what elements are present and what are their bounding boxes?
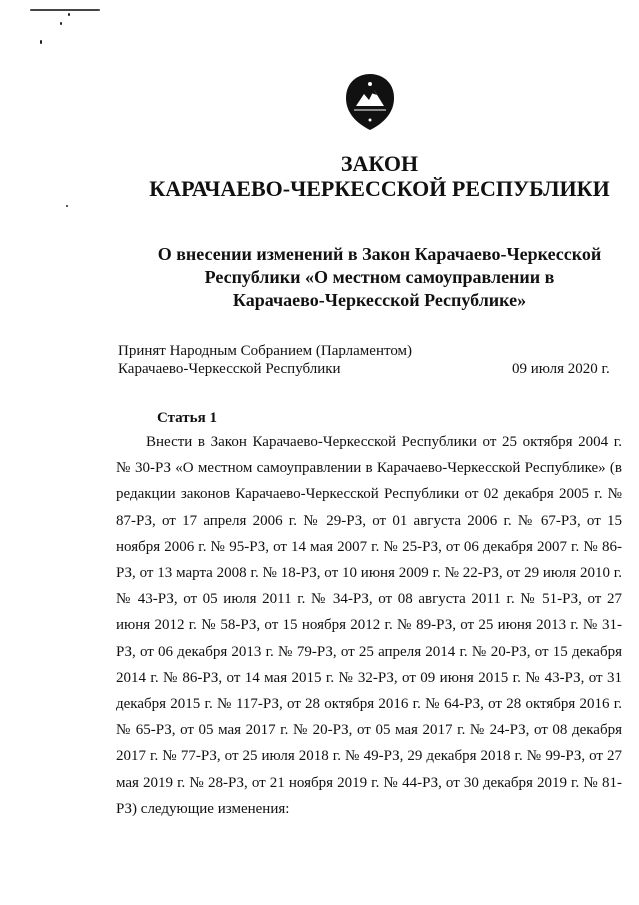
scan-artifact-dot (66, 205, 68, 207)
document-title-republic: КАРАЧАЕВО-ЧЕРКЕССКОЙ РЕСПУБЛИКИ (149, 176, 610, 201)
law-subject-line-1: О внесении изменений в Закон Карачаево-Черкесской (157, 244, 602, 264)
adoption-date: 09 июля 2020 г. (512, 361, 610, 377)
scan-artifact-dot (60, 22, 62, 25)
adoption-body-line-2: Карачаево-Черкесской Республики (118, 361, 341, 377)
article-heading: Статья 1 (157, 410, 217, 426)
coat-of-arms-emblem (342, 70, 398, 134)
article-body-text: Внести в Закон Карачаево-Черкесской Республики от 25 октября 2004 г. № 30-РЗ «О местном самоуправлении в Карачаево-Черкесской Республике» (в редакции законов Карачаево-Черкесской Республики от 02 декабря 2005 г. № 87-РЗ, от 17 апреля 2006 г. № 29-РЗ, от 01 августа 2006 г. № 67-РЗ, от 15 ноября 2006 г. № 95-РЗ, от 14 мая 2007 г. № 25-РЗ, от 06 декабря 2007 г. № 86-РЗ, от 13 марта 2008 г. № 18-РЗ, от 10 июня 2009 г. № 22-РЗ, от 29 июля 2010 г. № 43-РЗ, от 05 июля 2011 г. № 34-РЗ, от 08 августа 2011 г. № 51-РЗ, от 27 июня 2012 г. № 58-РЗ, от 15 ноября 2012 г. № 89-РЗ, от 25 июня 2013 г. № 31-РЗ, от 06 декабря 2013 г. № 79-РЗ, от 25 апреля 2014 г. № 20-РЗ, от 15 декабря 2014 г. № 86-РЗ, от 14 мая 2015 г. № 32-РЗ, от 09 июня 2015 г. № 43-РЗ, от 31 декабря 2015 г. № 117-РЗ, от 28 октября 2016 г. № 64-РЗ, от 28 октября 2016 г. № 65-РЗ, от 05 мая 2017 г. № 20-РЗ, от 05 мая 2017 г. № 24-РЗ, от 08 декабря 2017 г. № 77-РЗ, от 25 июля 2018 г. № 49-РЗ, 29 декабря 2018 г. № 99-РЗ, от 27 мая 2019 г. № 28-РЗ, от 21 ноября 2019 г. № 44-РЗ, от 30 декабря 2019 г. № 81-РЗ) следующие изменения: (116, 434, 622, 817)
law-subject-line-2: Республики «О местном самоуправлении в (204, 267, 555, 287)
scan-artifact-line (30, 9, 100, 11)
adoption-body-line-1: Принят Народным Собранием (Парламентом) (118, 343, 413, 359)
scan-artifact-dot (40, 40, 42, 44)
scan-artifact-dot (68, 13, 70, 16)
law-subject-line-3: Карачаево-Черкесской Республике» (232, 290, 527, 310)
document-title: ЗАКОН (340, 151, 419, 176)
